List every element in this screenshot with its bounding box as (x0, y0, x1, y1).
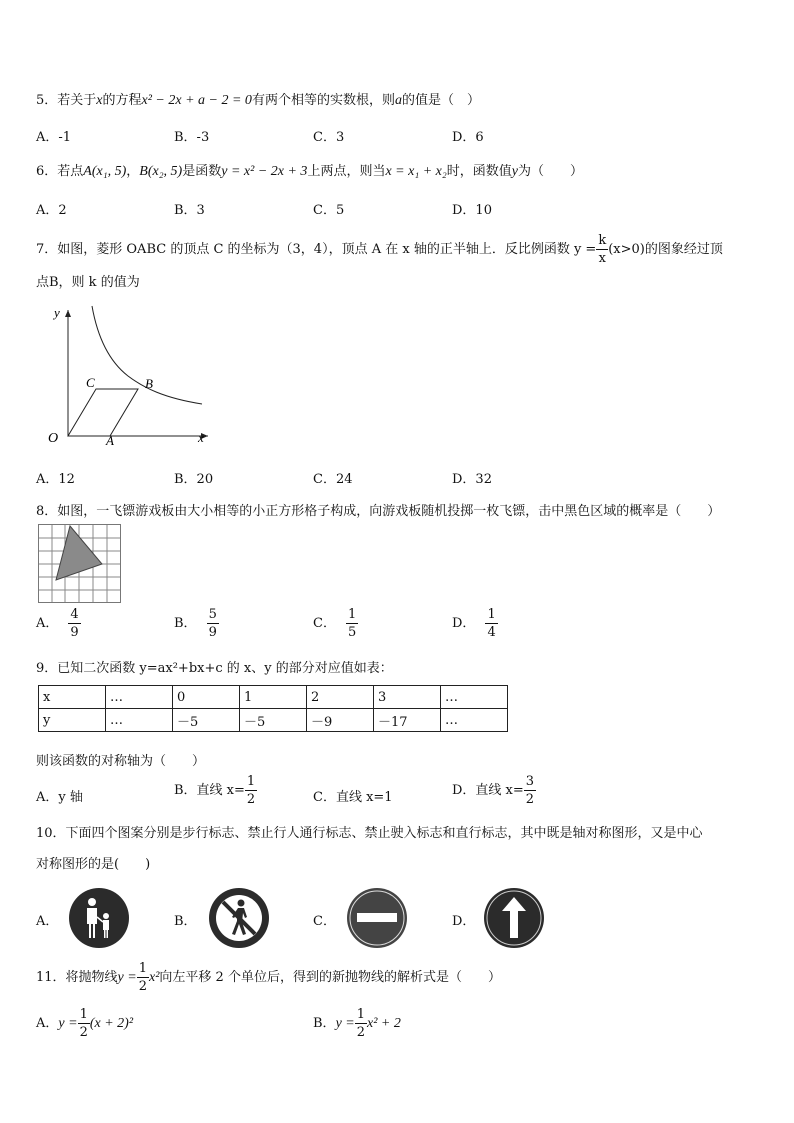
q7-y-arrow (65, 310, 71, 317)
q9-stem: 9．已知二次函数 y=ax²+bx+c 的 x、y 的部分对应值如表： (36, 661, 393, 676)
q8-c-den: 5 (347, 625, 357, 640)
q11-frac-den: 2 (138, 979, 147, 994)
q7-line1b: (x>0)的图象经过顶 (608, 242, 723, 257)
table-cell: 1 (240, 686, 307, 709)
q6-stem (36, 160, 583, 180)
q8-dartboard (38, 524, 122, 604)
q5-equation: x² − 2x + a − 2 = 0 (141, 93, 252, 108)
q9-option-d (452, 775, 536, 806)
q8-option-a-frac (68, 608, 80, 639)
q9-question: 则该函数的对称轴为（ ） (36, 754, 206, 769)
q7-option-b: B．20 (174, 472, 214, 487)
q5-stem-text: 5．若关于 (36, 93, 97, 108)
q8-option-d (452, 608, 498, 639)
q10-label-d: D． (452, 914, 476, 929)
q6-end: 时，函数值 (446, 164, 512, 179)
q8-option-c (313, 608, 358, 639)
q7-option-c: C．24 (313, 472, 353, 487)
table-cell: －5 (240, 709, 307, 732)
q8-a-den: 9 (70, 625, 79, 640)
q5-option-b: B．-3 (174, 130, 210, 145)
q6-point-a: A(x₁, 5) (83, 164, 127, 179)
q9-option-a: A．y 轴 (36, 790, 83, 805)
q11-frac-num: 1 (138, 961, 147, 976)
q7-frac-den: x (598, 251, 606, 266)
straight-ahead-sign-icon (483, 887, 545, 949)
q7-fraction (596, 234, 608, 265)
q8-option-b (174, 608, 219, 639)
table-cell: … (441, 686, 508, 709)
q9-option-d-text: D．直线 x= (452, 783, 524, 798)
q6-mid: 是函数 (182, 164, 222, 179)
table-cell: 0 (173, 686, 240, 709)
q8-option-c-label: C． (313, 616, 336, 631)
q5-option-a: A．-1 (36, 130, 72, 145)
q9-option-b (174, 775, 257, 806)
q8-b-den: 9 (208, 625, 217, 640)
table-cell: －5 (173, 709, 240, 732)
q8-a-num: 4 (70, 607, 79, 622)
table-cell: 3 (374, 686, 441, 709)
q8-option-b-label: B． (174, 616, 197, 631)
q8-c-num: 1 (347, 607, 357, 622)
q8-option-d-label: D． (452, 616, 476, 631)
pedestrian-sign-icon (68, 887, 130, 949)
q5-var: x (96, 93, 103, 108)
q11-stem (36, 962, 501, 993)
q10-label-c: C． (313, 914, 336, 929)
q8-d-num: 1 (487, 607, 496, 622)
q5-tail: 有两个相等的实数根，则 (251, 93, 395, 108)
q6-condition: x = x₁ + x₂ (385, 164, 447, 179)
q7-line1 (36, 234, 723, 265)
table-cell: … (106, 686, 173, 709)
table-cell: y (39, 709, 106, 732)
q9-value-table (38, 685, 508, 732)
q10-line2: 对称图形的是( ) (36, 857, 151, 872)
q7-label-a: A (106, 433, 114, 448)
q6-tail: 上两点，则当 (307, 164, 386, 179)
q8-b-num: 5 (208, 607, 217, 622)
q7-line2: 点B，则 k 的值为 (36, 275, 140, 290)
q6-point-b: B(x₂, 5) (139, 164, 183, 179)
q7-label-x: x (198, 430, 204, 445)
q7-line1-text: 7．如图，菱形 OABC 的顶点 C 的坐标为（3，4），顶点 A 在 x 轴的正半轴上．反比例函数 y = (36, 242, 597, 257)
q6-option-c: C．5 (313, 203, 345, 218)
q7-rhombus (68, 389, 138, 436)
table-cell: … (106, 709, 173, 732)
q11-a-rest: (x + 2)² (89, 1016, 134, 1031)
q8-option-d-frac (485, 608, 497, 639)
q5-end: 的值是（ ） (401, 93, 480, 108)
table-cell: … (441, 709, 508, 732)
q6-option-a: A．2 (36, 203, 67, 218)
q11-stem-text: 11．将抛物线 (36, 970, 118, 985)
q6-end2: 为（ ） (517, 164, 583, 179)
table-cell: －17 (374, 709, 441, 732)
q6-y: y (511, 164, 518, 179)
q10-label-a: A． (36, 914, 59, 929)
table-row (39, 686, 508, 709)
table-cell: 2 (307, 686, 374, 709)
q11-a-num: 1 (79, 1007, 88, 1022)
q5-option-d: D．6 (452, 130, 484, 145)
q6-option-d: D．10 (452, 203, 492, 218)
table-cell: x (39, 686, 106, 709)
q8-option-c-frac (346, 608, 358, 639)
q8-stem: 8．如图，一飞镖游戏板由大小相等的小正方形格子构成，向游戏板随机投掷一枚飞镖，击中黑色区域的概率是（ ） (36, 504, 721, 519)
q9-d-den: 2 (525, 792, 535, 807)
q9-b-num: 1 (246, 774, 256, 789)
no-pedestrian-sign-icon (208, 887, 270, 949)
q5-mid: 的方程 (102, 93, 142, 108)
q6-function: y = x² − 2x + 3 (221, 164, 308, 179)
q11-b-rest: x² + 2 (367, 1016, 401, 1031)
q11-option-a-label: A． (36, 1016, 59, 1031)
q7-option-d: D．32 (452, 472, 492, 487)
q5-stem (36, 89, 480, 109)
q8-option-a-label: A． (36, 616, 59, 631)
q11-fn-x: x² (149, 970, 160, 985)
q7-label-y: y (54, 305, 60, 320)
q11-fn-y: y = (117, 970, 137, 985)
q10-label-b: B． (174, 914, 197, 929)
q7-label-o: O (48, 431, 59, 446)
q6-option-b: B．3 (174, 203, 205, 218)
q11-a-y: y = (58, 1016, 78, 1031)
q9-d-num: 3 (525, 774, 535, 789)
q9-option-c: C．直线 x=1 (313, 790, 393, 805)
q11-frac (137, 962, 149, 993)
q8-option-b-frac (207, 608, 219, 639)
q7-frac-num: k (598, 233, 607, 248)
q11-b-den: 2 (356, 1025, 366, 1040)
q6-sep: ， (126, 164, 140, 179)
q9-b-den: 2 (246, 792, 256, 807)
q11-tail: 向左平移 2 个单位后，得到的新抛物线的解析式是（ ） (159, 970, 501, 985)
q11-a-frac (78, 1008, 90, 1039)
q7-label-b: B (145, 376, 153, 391)
q9-option-b-text: B．直线 x= (174, 783, 245, 798)
q9-option-d-frac (524, 775, 536, 806)
q11-b-num: 1 (356, 1007, 366, 1022)
q5-option-c: C．3 (313, 130, 345, 145)
q8-d-den: 4 (487, 625, 496, 640)
table-row (39, 709, 508, 732)
q7-figure (40, 300, 220, 452)
q11-option-a (36, 1008, 133, 1039)
table-cell: －9 (307, 709, 374, 732)
q11-b-frac (355, 1008, 367, 1039)
q8-option-a (36, 608, 81, 639)
q11-option-b-label: B． (313, 1016, 336, 1031)
q11-b-y: y = (335, 1016, 355, 1031)
q5-a: a (394, 93, 402, 108)
q11-a-den: 2 (79, 1025, 88, 1040)
q6-stem-text: 6．若点 (36, 164, 84, 179)
q10-line1: 10．下面四个图案分别是步行标志、禁止行人通行标志、禁止驶入标志和直行标志，其中既是轴对称图形，又是中心 (36, 826, 703, 841)
q9-option-b-frac (245, 775, 257, 806)
q11-option-b (313, 1008, 401, 1039)
q7-option-a: A．12 (36, 472, 75, 487)
q7-label-c: C (86, 375, 95, 390)
no-entry-sign-icon (346, 887, 408, 949)
